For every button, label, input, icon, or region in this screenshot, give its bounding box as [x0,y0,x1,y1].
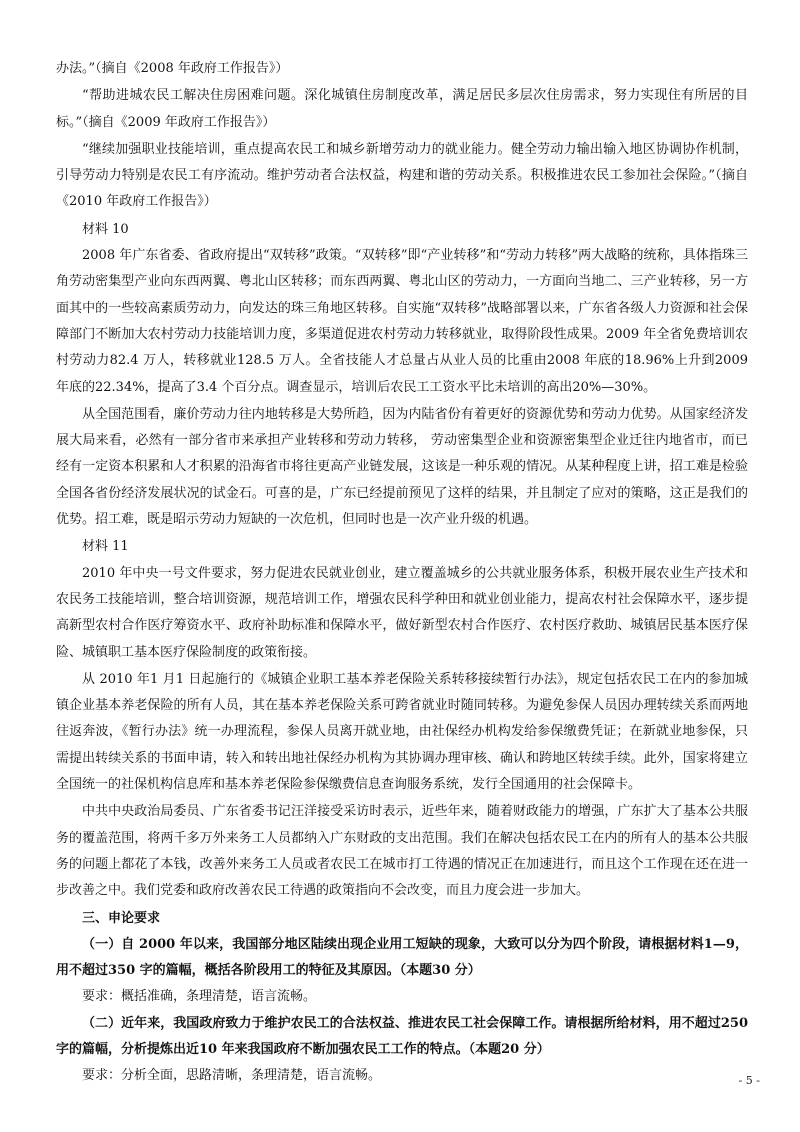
material-11-paragraph-3: 中共中央政治局委员、广东省委书记汪洋接受采访时表示，近些年来，随着财政能力的增强，广东扩大了基本公共服务的覆盖范围，将两千多万外来务工人员都纳入广东财政的支出范围。我们在解决包括农民工在内的所有人的基本公共服务的问题上都花了本钱，改善外来务工人员或者农民工在城市打工待遇的情况正在加速进行，而且这个工作现在还在进一步改善之中。我们党委和政府改善农民工待遇的政策指向不会改变，而且力度会进一步加大。 [56,804,748,899]
paragraph-quote-2010: “继续加强职业技能培训，重点提高农民工和城乡新增劳动力的就业能力。健全劳动力输出输入地区协调协作机制，引导劳动力特别是农民工有序流动。维护劳动者合法权益，构建和谐的劳动关系。积极推进农民工参加社会保险。”（摘自《2010 年政府工作报告》） [56,141,748,210]
material-11-paragraph-2: 从 2010 年1 月1 日起施行的《城镇企业职工基本养老保险关系转移接续暂行办法》，规定包括农民工在内的参加城镇企业基本养老保险的所有人员，其在基本养老保险关系可跨省就业时随同转移。为避免参保人员因办理转续关系而两地往返奔波，《暂行办法》统一办理流程，参保人员离开就业地，由社保经办机构发给参保缴费凭证；在新就业地参保，只需提出转续关系的书面申请，转入和转出地社保经办机构为其协调办理审核、确认和跨地区转续手续。此外，国家将建立全国统一的社保机构信息库和基本养老保险参保缴费信息查询服务系统，发行全国通用的社会保障卡。 [56,671,748,793]
material-11-paragraph-1: 2010 年中央一号文件要求，努力促进农民就业创业，建立覆盖城乡的公共就业服务体系，积极开展农业生产技术和农民务工技能培训，整合培训资源，规范培训工作，增强农民科学种田和就业创业能力，提高农村社会保障水平，逐步提高新型农村合作医疗筹资水平、政府补助标准和保障水平，做好新型农村合作医疗、农村医疗救助、城镇居民基本医疗保险、城镇职工基本医疗保险制度的政策衔接。 [56,565,748,660]
material-11-label: 材料 11 [82,539,129,555]
question-1-requirement: 要求：概括准确，条理清楚，语言流畅。 [82,989,317,1005]
question-2: （二）近年来，我国政府致力于维护农民工的合法权益、推进农民工社会保障工作。请根据所给材料，用不超过250 字的篇幅，分析提炼出近10 年来我国政府不断加强农民工工作的特点。（本题20 分） [56,1015,748,1057]
section-title: 三、申论要求 [82,910,161,926]
question-2-requirement: 要求：分析全面，思路清晰，条理清楚，语言流畅。 [82,1068,382,1084]
question-1: （一）自 2000 年以来，我国部分地区陆续出现企业用工短缺的现象，大致可以分为四个阶段，请根据材料1—9，用不超过350 字的篇幅，概括各阶段用工的特征及其原因。（本题30 分） [56,936,748,979]
paragraph-quote-2008-end: 办法。”（摘自《2008 年政府工作报告》） [56,61,289,76]
material-10-label: 材料 10 [82,221,129,237]
document-body [56,56,748,1090]
paragraph-quote-2009: “帮助进城农民工解决住房困难问题。深化城镇住房制度改革，满足居民多层次住房需求，努力实现住有所居的目标。”（摘自《2009 年政府工作报告》） [56,88,748,130]
material-10-paragraph-2: 从全国范围看，廉价劳动力往内地转移是大势所趋，因为内陆省份有着更好的资源优势和劳动力优势。从国家经济发展大局来看，必然有一部分省市来承担产业转移和劳动力转移， 劳动密集型企业和资源密集型企业迁往内地省市，而已经有一定资本积累和人才积累的沿海省市将往更高产业链发展，这该是一种乐观的情况。从某种程度上讲，招工难是检验全国各省份经济发展状况的试金石。可喜的是，广东已经提前预见了这样的结果，并且制定了应对的策略，这正是我们的优势。招工难，既是昭示劳动力短缺的一次危机，但同时也是一次产业升级的机遇。 [56,406,748,528]
page-number: - 5 - [738,1074,760,1087]
material-10-paragraph-1: 2008 年广东省委、省政府提出“双转移”政策。“双转移”即“产业转移”和“劳动力转移”两大战略的统称，具体指珠三角劳动密集型产业向东西两翼、粤北山区转移；而东西两翼、粤北山区的劳动力，一方面向当地二、三产业转移，另一方面其中的一些较高素质劳动力，向发达的珠三角地区转移。自实施“双转移”战略部署以来，广东省各级人力资源和社会保障部门不断加大农村劳动力技能培训力度，多渠道促进农村劳动力转移就业，取得阶段性成果。2009 年全省免费培训农村劳动力82.4 万人，转移就业128.5 万人。全省技能人才总量占从业人员的比重由2008 年底的18.96%上升到2009 年底的22.34%，提高了3.4 个百分点。调查显示，培训后农民工工资水平比未培训的高出20%—30%。 [56,248,748,395]
